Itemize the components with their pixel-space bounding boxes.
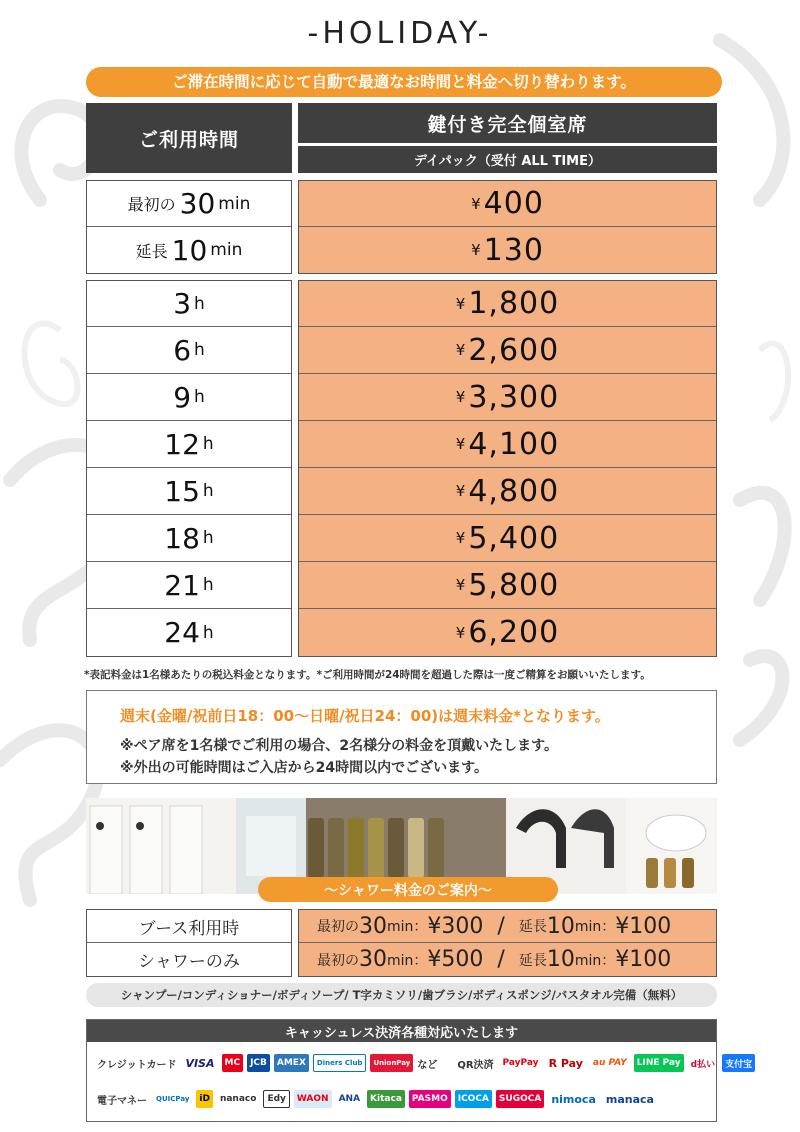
- nimoca-logo: nimoca: [551, 1092, 596, 1106]
- payment-row-credit-qr: [97, 1048, 753, 1078]
- alipay-logo: 支付宝: [722, 1054, 755, 1072]
- weekend-info-box: [86, 690, 717, 784]
- time-cell: 18 h: [87, 515, 291, 562]
- time-cell: 24 h: [164, 616, 214, 649]
- price-cell: ¥ 3,300: [299, 374, 716, 421]
- price-cell: ¥ 130: [471, 232, 544, 268]
- sugoca-logo: SUGOCA: [496, 1090, 544, 1108]
- amex-logo: AMEX: [274, 1054, 309, 1072]
- shower-pricing-pill: 〜シャワー料金のご案内〜: [258, 877, 558, 902]
- quicpay-logo: QUICPay: [156, 1095, 190, 1103]
- line-pay-logo: LINE Pay: [634, 1054, 684, 1072]
- unionpay-logo: UnionPay: [370, 1054, 413, 1072]
- emoney-label: 電子マネー: [97, 1095, 147, 1107]
- shower-label-cell: シャワーのみ: [138, 952, 240, 972]
- time-cell: 15 h: [87, 468, 291, 515]
- waon-logo: WAON: [294, 1090, 332, 1108]
- payment-row-emoney: [97, 1084, 706, 1114]
- ana-logo: ANA: [338, 1094, 361, 1104]
- weekend-rate-line: 週末(金曜/祝前日18：00〜日曜/祝日24：00)は週末料金*となります。: [120, 707, 610, 725]
- price-cell: ¥ 4,800: [299, 468, 716, 515]
- nanaco-logo: nanaco: [219, 1094, 257, 1104]
- time-cell: 9 h: [87, 374, 291, 421]
- outing-note: ※外出の可能時間はご入店から24時間以内でございます。: [120, 760, 488, 776]
- tax-note: *表記料金は1名様あたりの税込料金となります。*ご利用時間が24時間を超過した際は一度ご精算をお願いいたします。: [84, 669, 651, 681]
- pair-seat-note: ※ペア席を1名様でご利用の場合、2名様分の料金を頂戴いたします。: [120, 738, 558, 754]
- time-cell: 3 h: [87, 281, 291, 327]
- pack-time-column: [86, 280, 292, 657]
- amenities-bar: シャンプー/コンディショナー/ボディソープ/ T字カミソリ/歯ブラシ/ボディスポンジ/バスタオル完備（無料）: [86, 983, 717, 1007]
- time-cell: 最初の 30 min: [87, 181, 291, 227]
- price-cell: ¥ 4,100: [299, 421, 716, 468]
- d-barai-logo: d払い: [690, 1059, 716, 1070]
- qr-label: QR決済: [457, 1059, 494, 1071]
- auto-switch-banner: ご滞在時間に応じて自動で最適なお時間と料金へ切り替わります。: [86, 67, 722, 97]
- mastercard-logo: MC: [222, 1054, 244, 1072]
- time-cell: 延長 10 min: [135, 233, 243, 267]
- pack-price-column: [298, 280, 717, 657]
- kitaca-logo: Kitaca: [367, 1090, 405, 1108]
- daypack-subheader: デイパック（受付 ALL TIME）: [298, 146, 717, 173]
- edy-logo: Edy: [263, 1090, 289, 1108]
- manaca-logo: manaca: [605, 1092, 654, 1106]
- au-pay-logo: au PAY: [592, 1058, 627, 1068]
- price-cell: ¥ 5,400: [299, 515, 716, 562]
- icoca-logo: ICOCA: [455, 1090, 492, 1108]
- price-cell: ¥ 400: [299, 181, 716, 227]
- rakuten-pay-logo: R Pay: [548, 1056, 583, 1070]
- price-cell: ¥ 6,200: [455, 615, 560, 650]
- paypay-logo: PayPay: [502, 1058, 539, 1068]
- payment-header: キャッシュレス決済各種対応いたします: [87, 1020, 716, 1042]
- jcb-logo: JCB: [247, 1054, 270, 1072]
- payment-box: [86, 1019, 753, 1122]
- shower-price-cell: 最初の 30 min： ¥500 / 延長 10 min： ¥100: [317, 947, 672, 972]
- id-logo: iD: [196, 1090, 213, 1108]
- shower-price-cell: 最初の 30 min： ¥300 / 延長 10 min： ¥100: [299, 910, 716, 943]
- intro-time-column: [86, 180, 292, 274]
- price-cell: ¥ 2,600: [299, 327, 716, 374]
- visa-logo: VISA: [185, 1056, 215, 1070]
- page-title: -HOLIDAY-: [307, 16, 493, 51]
- time-cell: 12 h: [87, 421, 291, 468]
- credit-card-label: クレジットカード: [97, 1059, 177, 1071]
- time-cell: 21 h: [87, 562, 291, 609]
- intro-price-column: [298, 180, 717, 274]
- credit-suffix: など: [417, 1059, 438, 1071]
- pasmo-logo: PASMO: [409, 1090, 451, 1108]
- shower-label-cell: ブース利用時: [87, 910, 291, 943]
- price-cell: ¥ 5,800: [299, 562, 716, 609]
- shower-price-column: [298, 909, 717, 977]
- shower-label-column: [86, 909, 292, 977]
- diners-logo: Diners Club: [313, 1054, 367, 1072]
- price-cell: ¥ 1,800: [299, 281, 716, 327]
- usage-time-header: ご利用時間: [86, 103, 292, 173]
- time-cell: 6 h: [87, 327, 291, 374]
- private-room-header: 鍵付き完全個室席: [298, 103, 717, 143]
